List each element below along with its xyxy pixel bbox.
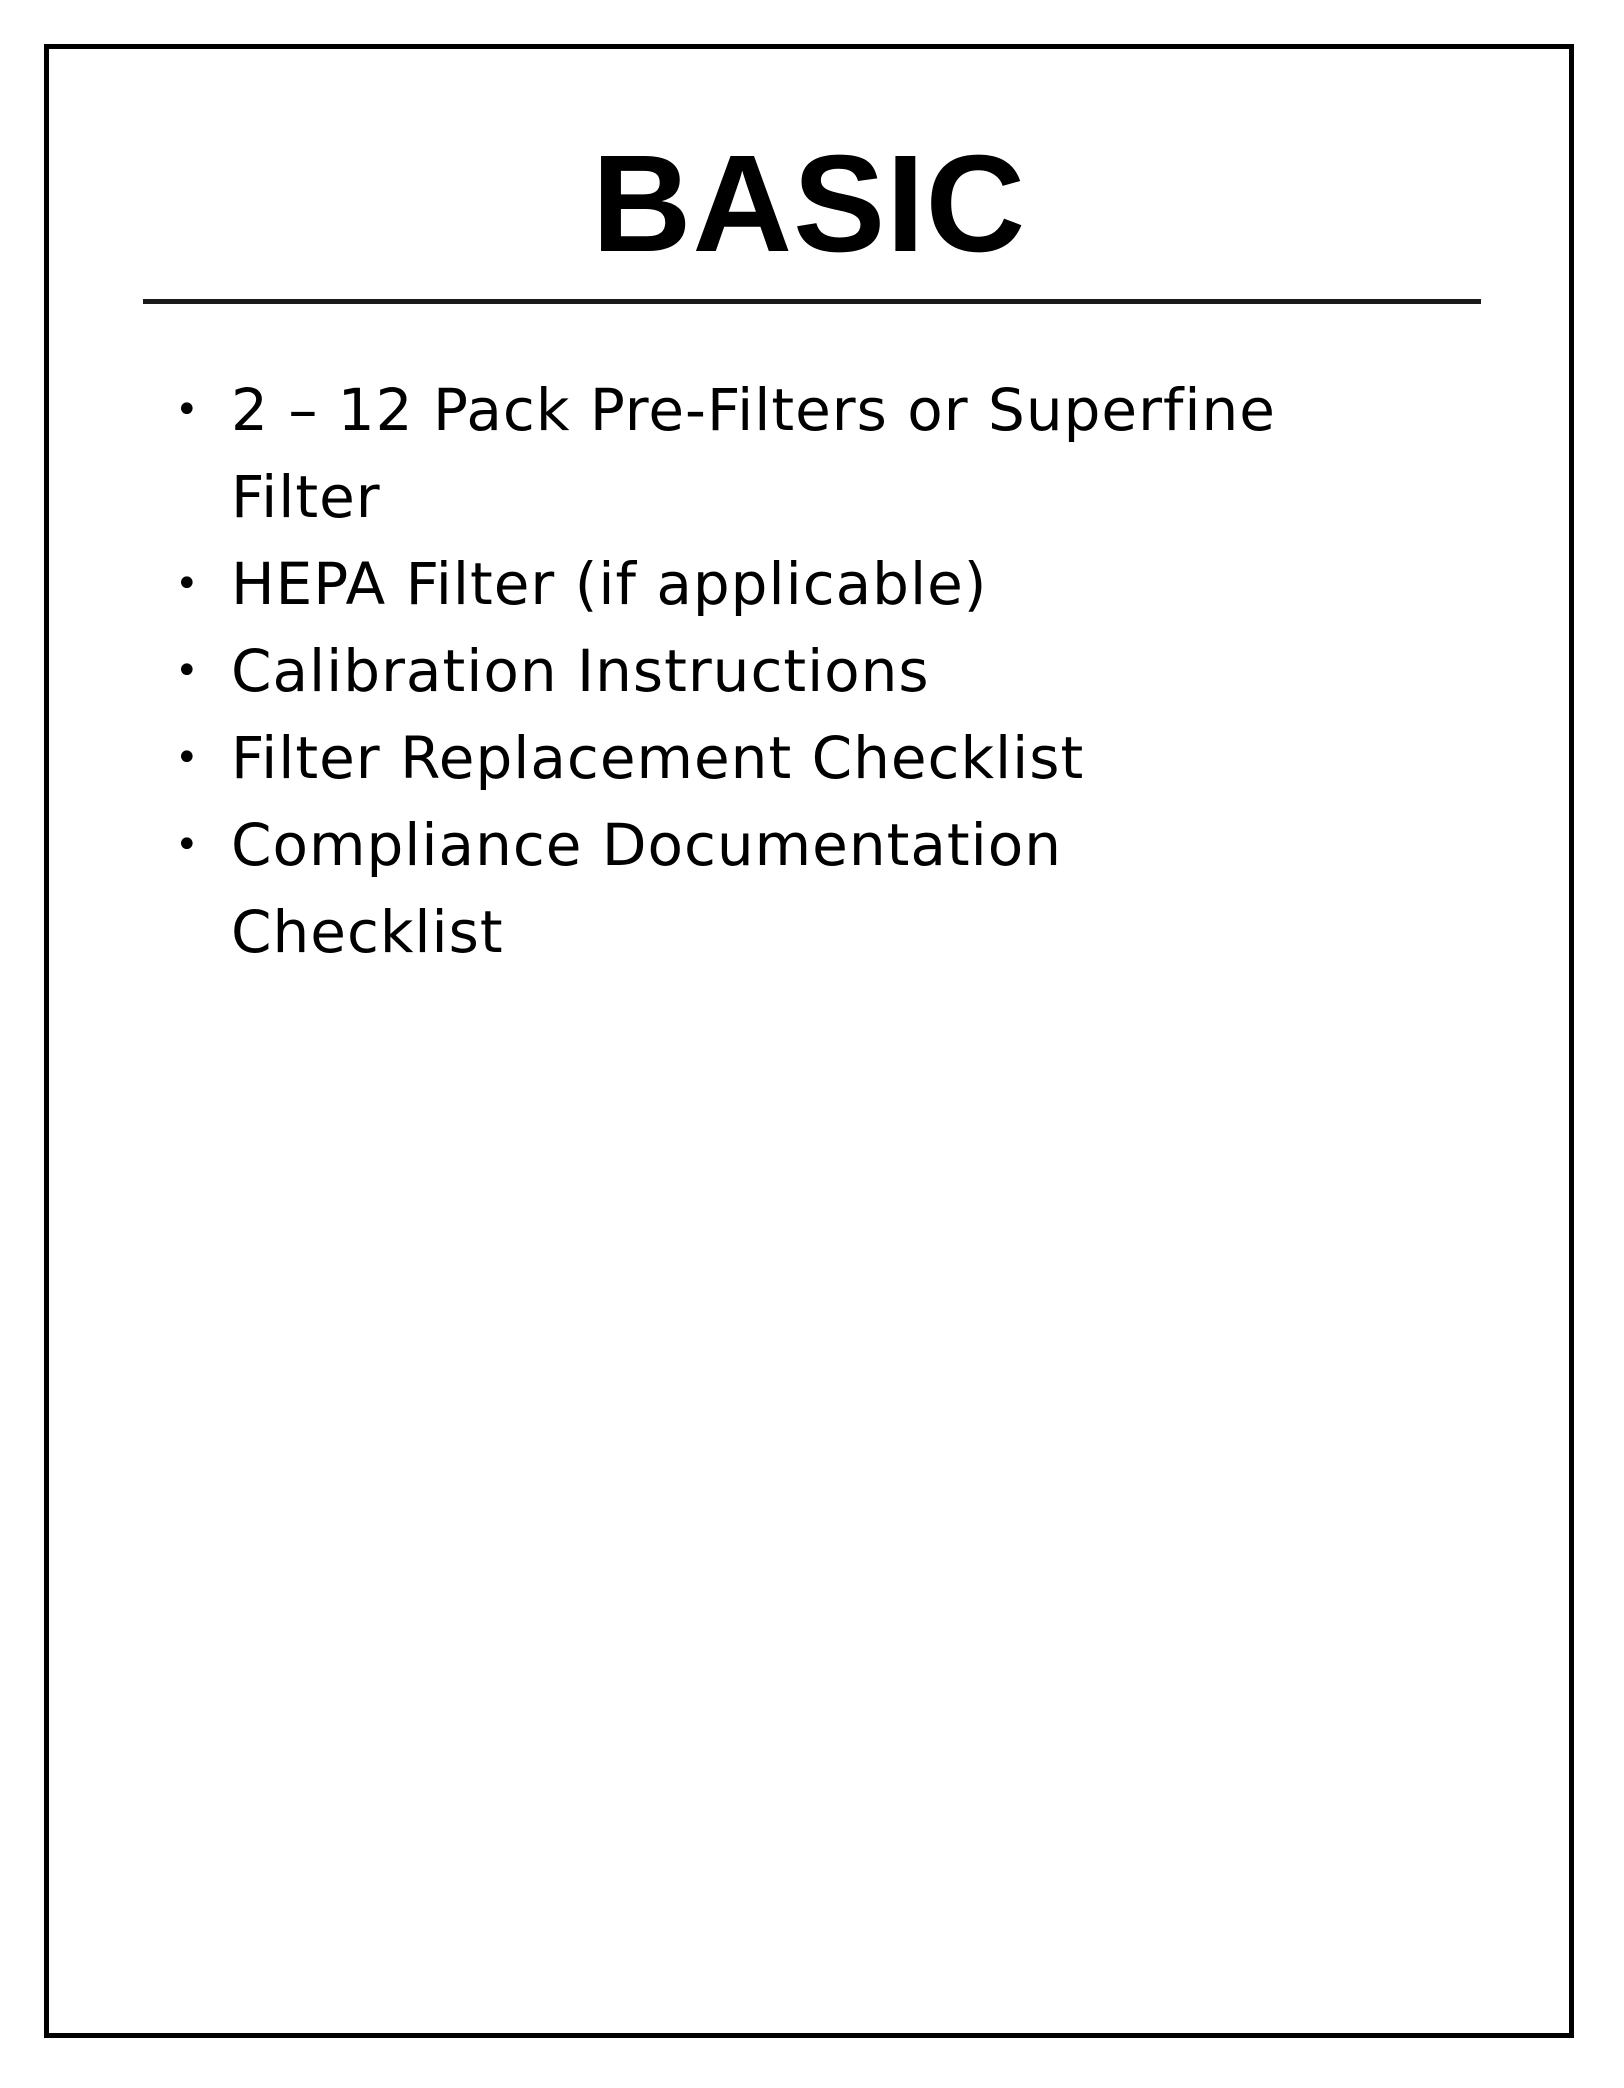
- package-title: BASIC: [591, 127, 1027, 281]
- package-card: [44, 44, 1574, 2038]
- list-item-text: 2 – 12 Pack Pre-Filters or Superfine Filter: [231, 376, 1276, 531]
- list-item: [139, 715, 1339, 802]
- bullet-icon: •: [175, 648, 200, 694]
- list-item-text: Calibration Instructions: [231, 637, 930, 705]
- bullet-icon: •: [175, 387, 200, 433]
- list-item: [139, 367, 1339, 541]
- title-divider: [143, 299, 1481, 304]
- list-item-text: Compliance Documentation Checklist: [231, 811, 1062, 966]
- list-item-text: HEPA Filter (if applicable): [231, 550, 988, 618]
- list-item: [139, 628, 1339, 715]
- bullet-icon: •: [175, 822, 200, 868]
- list-item: [139, 802, 1339, 976]
- bullet-icon: •: [175, 735, 200, 781]
- feature-list: [139, 367, 1339, 976]
- list-item: [139, 541, 1339, 628]
- list-item-text: Filter Replacement Checklist: [231, 724, 1085, 792]
- bullet-icon: •: [175, 561, 200, 607]
